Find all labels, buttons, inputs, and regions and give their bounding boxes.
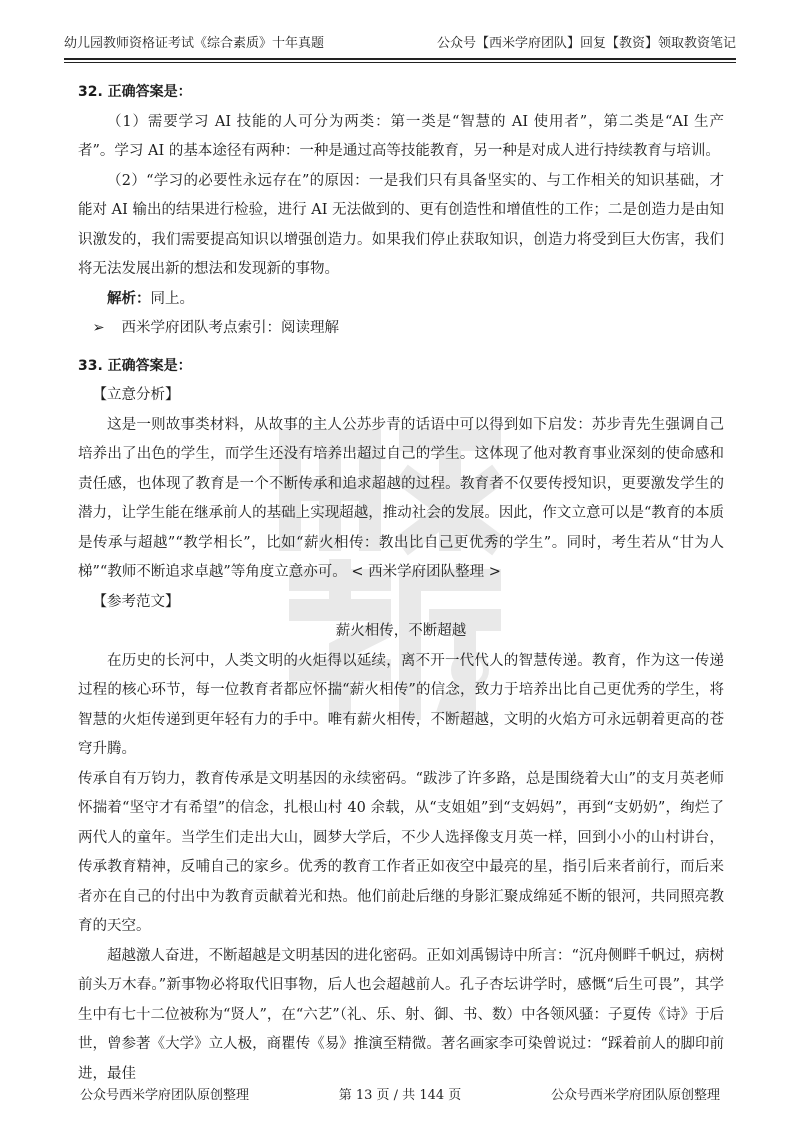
q32-answer-2: （2）“学习的必要性永远存在”的原因：一是我们只有具备坚实的、与工作相关的知识基础，才能对 AI 输出的结果进行检验，进行 AI 无法做到的、更有创造性和增值性的工作；二是创造力是由知识激发的，我们需要提高知识以增强创造力。如果我们停止获取知识，创造力将受到巨大伤害，我们将无法发展出新的想法和发现新的事物。 [78, 172, 724, 277]
footer-right: 公众号西米学府团队原创整理 [550, 1088, 720, 1103]
page-content [78, 78, 724, 1089]
essay-title: 薪火相传，不断超越 [335, 623, 467, 639]
q33-intent-paragraph: 这是一则故事类材料，从故事的主人公苏步青的话语中可以得到如下启发：苏步青先生强调自己培养出了出色的学生，而学生还没有培养出超过自己的学生。这体现了他对教育事业深刻的使命感和责任感，也体现了教育是一个不断传承和追求超越的过程。教育者不仅要传授知识，更要激发学生的潜力，让学生能在继承前人的基础上实现超越，推动社会的发展。因此，作文立意可以是“教育的本质是传承与超越”“教学相长”，比如“薪火相传：教出比自己更优秀的学生”。同时，考生若从“甘为人梯”“教师不断追求卓越”等角度立意亦可。 < 西米学府团队整理 > [78, 416, 724, 580]
q32-analysis [78, 285, 724, 315]
header-book-title: 幼儿园教师资格证考试《综合素质》十年真题 [64, 36, 325, 51]
question-32-heading: 32. 正确答案是： [78, 84, 192, 100]
essay-paragraph-1: 在历史的长河中，人类文明的火炬得以延续，离不开一代代人的智慧传递。教育，作为这一传递过程的核心环节，每一位教育者都应怀揣“薪火相传”的信念，致力于培养出比自己更优秀的学生，将智慧的火炬传递到更年轻有力的手中。唯有薪火相传，不断超越，文明的火焰方可永远朝着更高的苍穹升腾。 [78, 652, 724, 757]
analysis-label: 解析： [107, 290, 151, 307]
q32-answer-1: （1）需要学习 AI 技能的人可分为两类：第一类是“智慧的 AI 使用者”，第二类是“AI 生产者”。学习 AI 的基本途径有两种：一种是通过高等技能教育，另一种是对成人进行持续教育与培训。 [78, 113, 724, 159]
footer-left: 公众号西米学府团队原创整理 [80, 1088, 250, 1103]
page-footer [64, 1084, 736, 1108]
q32-topic-index [78, 314, 724, 344]
header-rule-thin [64, 62, 736, 63]
header-promo: 公众号【西米学府团队】回复【教资】领取教资笔记 [436, 36, 736, 51]
page-header [64, 26, 736, 58]
topic-index-text: 西米学府团队考点索引：阅读理解 [121, 320, 339, 336]
arrow-bullet-icon: ➢ [92, 320, 105, 336]
section-model-essay: 【参考范文】 [92, 593, 180, 610]
essay-paragraph-3: 超越激人奋进，不断超越是文明基因的进化密码。正如刘禹锡诗中所言：“沉舟侧畔千帆过，病树前头万木春。”新事物必将取代旧事物，后人也会超越前人。孔子杏坛讲学时，感慨“后生可畏”，其学生中有七十二位被称为“贤人”，在“六艺”（礼、乐、射、御、书、数）中各领风骚：子夏传《诗》于后世，曾参著《大学》立人极，商瞿传《易》推演至精微。著名画家李可染曾说过：“踩着前人的脚印前进，最佳 [78, 947, 724, 1082]
header-rule [64, 58, 736, 60]
question-33-heading: 33. 正确答案是： [78, 357, 192, 374]
section-intent-analysis: 【立意分析】 [92, 387, 180, 403]
page-number: 第 13 页 / 共 144 页 [338, 1088, 462, 1103]
analysis-text: 同上。 [150, 290, 194, 307]
essay-paragraph-2: 传承自有万钧力，教育传承是文明基因的永续密码。“跋涉了许多路，总是围绕着大山”的支月英老师怀揣着“坚守才有希望”的信念，扎根山村 40 余载，从“支姐姐”到“支妈妈”，再到“支奶奶”，绚烂了两代人的童年。当学生们走出大山，圆梦大学后，不少人选择像支月英一样，回到小小的山村讲台，传承教育精神，反哺自己的家乡。优秀的教育工作者正如夜空中最亮的星，指引后来者前行，而后来者亦在自己的付出中为教育贡献着光和热。他们前赴后继的身影汇聚成绵延不断的银河，共同照亮教育的天空。 [78, 770, 724, 934]
